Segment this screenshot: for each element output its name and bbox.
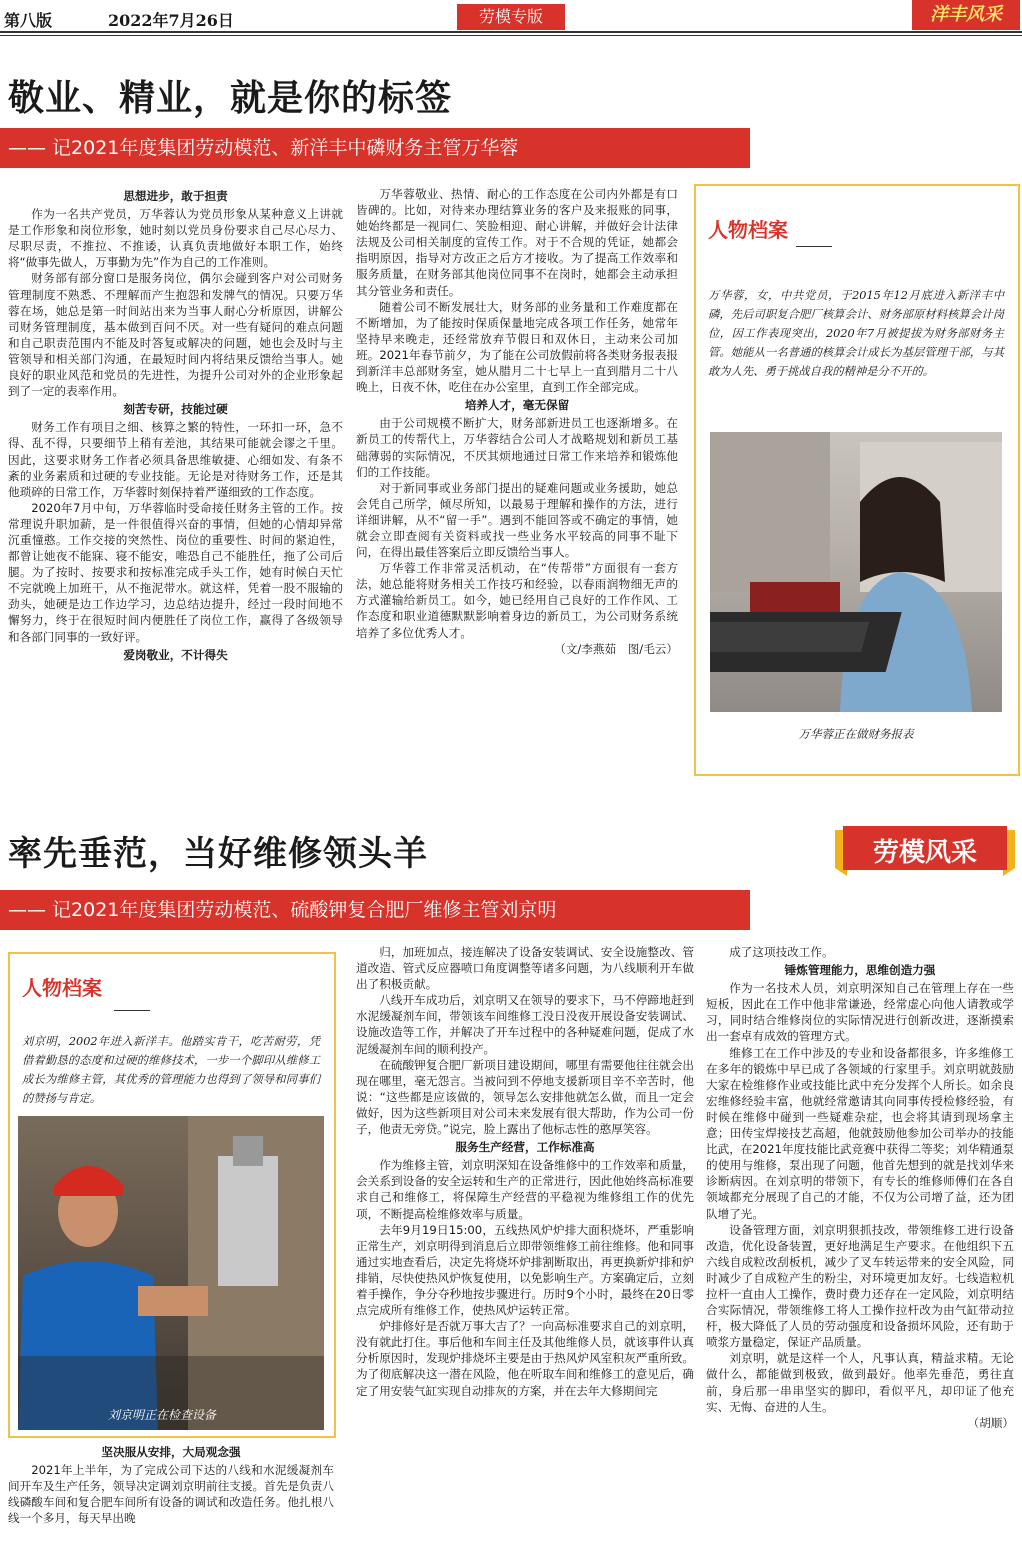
profile-title: 人物档案 xyxy=(22,976,102,1000)
article1-column-1 xyxy=(8,186,343,665)
article2-column-3 xyxy=(706,944,1014,1431)
article2-column-1 xyxy=(8,1442,334,1526)
section-tag: 劳模专版 xyxy=(457,4,565,30)
profile-text: 刘京明，2002年进入新洋丰。他踏实肯干，吃苦耐劳，凭借着勤恳的态度和过硬的维修技术，一步一个脚印从维修工成长为维修主管，其优秀的管理能力也得到了领导和同事们的赞扬与肯定。 xyxy=(22,1035,320,1105)
paragraph: 在硫酸钾复合肥厂新项目建设期间，哪里有需要他往往就会出现在哪里，毫无怨言。当被问到不停地支援新项目辛不辛苦时，他说：“这些都是应该做的，领导怎么安排他就怎么做，而且一定会做好，因为这些新项目对公司未来发展有很大帮助，作为公司一份子，他责无旁贷。”说完，脸上露出了他标志性的憨厚笑容。 xyxy=(356,1057,694,1137)
paragraph: 随着公司不断发展壮大，财务部的业务量和工作难度都在不断增加，为了能按时保质保量地完成各项工作任务，她常年坚持早来晚走，还经常放弃节假日和双休日，主动来公司加班。2021年春节前夕，为了能在公司放假前将各类财务报表报到新洋丰总部财务室，她从腊月二十七早上一直到腊月二十八晚上，日夜不休，吃住在办公室里，直到工作全部完成。 xyxy=(356,299,678,395)
article2-profile-box xyxy=(8,952,336,1438)
paragraph: 成了这项技改工作。 xyxy=(729,945,834,959)
paragraph: 2021年上半年，为了完成公司下达的八线和水泥缓凝剂车间开车及生产任务，领导决定调刘京明前往支援。首先是负责八线磷酸车间和复合肥车间所有设备的调试和改造任务。他扎根八线一个多月，每天早出晚 xyxy=(8,1463,334,1526)
paragraph: 万华蓉工作非常灵活机动，在“传帮带”方面很有一套方法，她总能将财务相关工作技巧和经验，以春雨润物细无声的方式灌输给新员工。如今，她已经用自己良好的工作作风、工作态度和职业道德默默影响着身边的新员工，为公司财务系统培养了多位优秀人才。 xyxy=(356,561,678,640)
paragraph: 去年9月19日15:00，五线热风炉炉排大面积烧坏，严重影响正常生产，刘京明得到消息后立即带领维修工前往维修。他和同事通过实地查看后，决定先将烧坏炉排割断取出，再更换新炉排和炉排销，尽快使热风炉恢复使用，以免影响生产。方案确定后，立刻着手操作，争分夺秒地按步骤进行。历时9个小时，最终在20日零点完成所有维修工作，使热风炉运转正常。 xyxy=(356,1222,694,1318)
article2-headline: 率先垂范，当好维修领头羊 xyxy=(8,834,428,874)
section-heading: 锤炼管理能力，思维创造力强 xyxy=(784,963,936,978)
photo-caption: 万华蓉正在做财务报表 xyxy=(798,727,914,741)
article1-profile-box xyxy=(694,184,1020,776)
paragraph: 归，加班加点，接连解决了设备安装调试、安全设施整改、管道改造、管式反应器喷口角度调整等诸多问题，为八线顺利开车做出了积极贡献。 xyxy=(356,945,694,992)
masthead-rule xyxy=(0,31,1022,33)
paragraph: 财务工作有项目之细、核算之繁的特性，一环扣一环，急不得、乱不得，只要细节上稍有差池，其结果可能就会谬之千里。因此，这要求财务工作者必须具备思维敏捷、心细如发、有条不紊的业务素质和过硬的专业技能。无论是对待财务工作，还是其他琐碎的日常工作，万华蓉时刻保持着严谨细致的工作态度。 xyxy=(8,420,343,499)
photo-caption: 刘京明正在检查设备 xyxy=(108,1408,217,1422)
paragraph: 万华蓉敬业、热情、耐心的工作态度在公司内外都是有口皆碑的。比如，对待来办理结算业务的客户及来报账的同事，她始终都是一视同仁、笑脸相迎、耐心讲解，并做好会计法律法规及公司相关制度的宣传工作。对于不合规的凭证，她都会指明原因，指导对方改正之后方才接收。为了提高工作效率和服务质量，在财务部其他岗位同事不在岗时，她都会主动承担其分管业务和责任。 xyxy=(356,187,678,298)
paragraph: 财务部有部分窗口是服务岗位，偶尔会碰到客户对公司财务管理制度不熟悉、不理解而产生抱怨和发牌气的情况。只要万华蓉在场，她总是第一时间站出来为当事人耐心分析原因，讲解公司财务管理制度，基本做到百问不厌。对一些有疑问的难点问题和自己职责范围内不能及时答复或解决的问题，她也会及时与主管领导和相关部门沟通，在最短时间内将结果反馈给当事人。她良好的职业风范和党员的先进性，为提升公司对外的企业形象起到了一定的表率作用。 xyxy=(8,271,343,399)
section-heading: 爱岗敬业，不计得失 xyxy=(123,647,228,662)
paragraph: 炉排修好是否就万事大吉了？一向高标准要求自己的刘京明，没有就此打住。事后他和车间主任及其他维修人员，就该事件认真分析原因时，发现炉排烧坏主要是由于热风炉风室积灰严重所致。为了彻底解决这一潜在风险，他在听取车间和维修工的意见后，确定了用安装气缸实现自动排灰的方案，并在去年大修期间完 xyxy=(356,1319,694,1398)
photo-illustration xyxy=(18,1116,324,1430)
paragraph: 刘京明，就是这样一个人，凡事认真，精益求精。无论做什么，都能做到极致，做到最好。他率先垂范，勇往直前，身后那一串串坚实的脚印，看似平凡，却印证了他充实、无悔、奋进的人生。 xyxy=(706,1351,1014,1414)
edition-label: 第八版 xyxy=(4,11,53,30)
paragraph: 由于公司规模不断扩大，财务部新进员工也逐渐增多。在新员工的传帮代上，万华蓉结合公司人才战略规划和新员工基础薄弱的实际情况，不厌其烦地通过日常工作来培养和锻炼他们的工作技能。 xyxy=(356,416,678,479)
article2-column-2 xyxy=(356,944,694,1399)
byline-credit: （文/李燕茹 图/毛云） xyxy=(554,641,678,656)
paragraph: 作为一名共产党员，万华蓉认为党员形象从某种意义上讲就是工作形象和岗位形象，她时刻以党员身份要求自己尽心尽力、尽职尽责，不推拉、不推诿，认真负责地做好本职工作，始终将“做事先做人，万事勤为先”作为自己的工作准则。 xyxy=(8,207,343,270)
section-heading: 培养人才，毫无保留 xyxy=(464,398,570,413)
newspaper-logo: 洋丰风采 xyxy=(912,0,1020,30)
paragraph: 设备管理方面，刘京明狠抓技改，带领维修工进行设备改造，优化设备装置，更好地满足生产要求。在他组织下五六线自成粒改刮板机，减少了叉车转运带来的安全风险，同时减少了自成粒产生的粉尘，对环境更加友好。七线造粒机拉杆一直由人工操作，费时费力还存在一定风险，刘京明结合实际情况，带领维修工将人工操作拉杆改为由气缸带动拉杆，极大降低了人员的劳动强度和设备损坏风险，还有助于喷浆方量稳定，保证产品质量。 xyxy=(706,1222,1014,1350)
badge-text: 劳模风采 xyxy=(872,838,977,868)
section-badge xyxy=(835,826,1015,876)
profile-title: 人物档案 xyxy=(708,218,788,242)
paragraph: 作为一名技术人员，刘京明深知自己在管理上存在一些短板，因此在工作中他非常谦逊，经常虚心向他人请教或学习，同时结合维修岗位的实际情况进行创新改进，逐渐摸索出一套卓有成效的管理方式。 xyxy=(706,981,1014,1044)
article1-headline: 敬业、精业，就是你的标签 xyxy=(8,77,453,119)
section-heading: 刻苦专研，技能过硬 xyxy=(123,402,228,417)
profile-text: 万华蓉，女，中共党员，于2015年12月底进入新洋丰中磷，先后司职复合肥厂核算会计、财务部原材料核算会计岗位，因工作表现突出，2020年7月被提拔为财务部财务主管。她能从一名普通的核算会计成长为基层管理干部，与其敢为人先、勇于挑战自我的精神是分不开的。 xyxy=(708,289,1004,378)
section-heading: 坚决服从安排，大局观念强 xyxy=(101,1445,241,1459)
worker-photo xyxy=(710,432,1002,712)
byline-credit: （胡顺） xyxy=(967,1415,1014,1430)
profile-title-rule xyxy=(114,1010,150,1011)
worker-photo xyxy=(18,1116,324,1430)
paragraph: 八线开车成功后，刘京明又在领导的要求下，马不停蹄地赶到水泥缓凝剂车间，带领该车间维修工没日没夜开展设备安装调试、设施改造等工作，并解决了开车过程中的各种疑难问题，促成了水泥缓凝剂车间的顺利投产。 xyxy=(356,993,694,1056)
article2-subtitle: —— 记2021年度集团劳动模范、硫酸钾复合肥厂维修主管刘京明 xyxy=(0,890,750,930)
photo-illustration xyxy=(710,432,1002,712)
article1-column-2 xyxy=(356,186,678,657)
profile-title-rule xyxy=(796,246,832,247)
article1-subtitle: —— 记2021年度集团劳动模范、新洋丰中磷财务主管万华蓉 xyxy=(0,128,750,168)
masthead-rule-thin xyxy=(0,35,1022,36)
paragraph: 维修工在工作中涉及的专业和设备都很多，许多维修工在多年的锻炼中早已成了各领域的行家里手。刘京明就鼓励大家在检维修作业或技能比武中充分发挥个人所长。如余良宏维修经验丰富，他就经常邀请其向同事传授检修经验，有时候在维修中碰到一些疑难杂症，也会将其请到现场拿主意；田传宝焊接技艺高超，他就鼓励他参加公司举办的技能比武，在2021年度技能比武竞赛中获得二等奖；刘华精通泵的使用与维修，泵出现了问题，他首先想到的就是找刘华来诊断病因。在刘京明的带领下，有专长的维修师傅们在各自领域都充分展现了自己的才能，不仅为公司增了益，还为团队增了光。 xyxy=(706,1045,1014,1221)
paragraph: 对于新同事或业务部门提出的疑难问题或业务援助，她总会凭自己所学，倾尽所知，以最易于理解和操作的方法，进行详细讲解，从不“留一手”。遇到不能回答或不确定的事情，她就会立即查阅有关资料或找一些业务水平较高的同事不耻下问，在得出最佳答案后立即反馈给当事人。 xyxy=(356,480,678,560)
paragraph: 作为维修主管，刘京明深知在设备维修中的工作效率和质量，会关系到设备的安全运转和生产的正常进行，因此他始终高标准要求自己和维修工，将保障生产经营的平稳视为维修组工作的优先项，不断提高检维修效率与质量。 xyxy=(356,1158,694,1221)
section-heading: 思想进步，敢于担责 xyxy=(123,189,228,203)
paragraph: 2020年7月中旬，万华蓉临时受命接任财务主管的工作。按常理说升职加薪，是一件很值得兴奋的事情，但她的心情却异常沉重憧憨。工作交接的突然性、岗位的重要性、时间的紧迫性，都曾让她夜不能寐、寝不能安，唯恐自己不能胜任，拖了公司后腿。为了按时、按要求和按标准完成手头工作，她有时候白天忙不完就晚上加班干，从不拖泥带水。就这样，凭着一股不服输的劲头，她硬是边工作边学习，边总结边提升，经过一段时间地不懈努力，终于在很短时间内便胜任了岗位工作，赢得了各级领导和各部门同事的一致好评。 xyxy=(8,500,343,644)
issue-date: 2022年7月26日 xyxy=(108,11,234,30)
section-heading: 服务生产经营，工作标准高 xyxy=(455,1140,595,1155)
